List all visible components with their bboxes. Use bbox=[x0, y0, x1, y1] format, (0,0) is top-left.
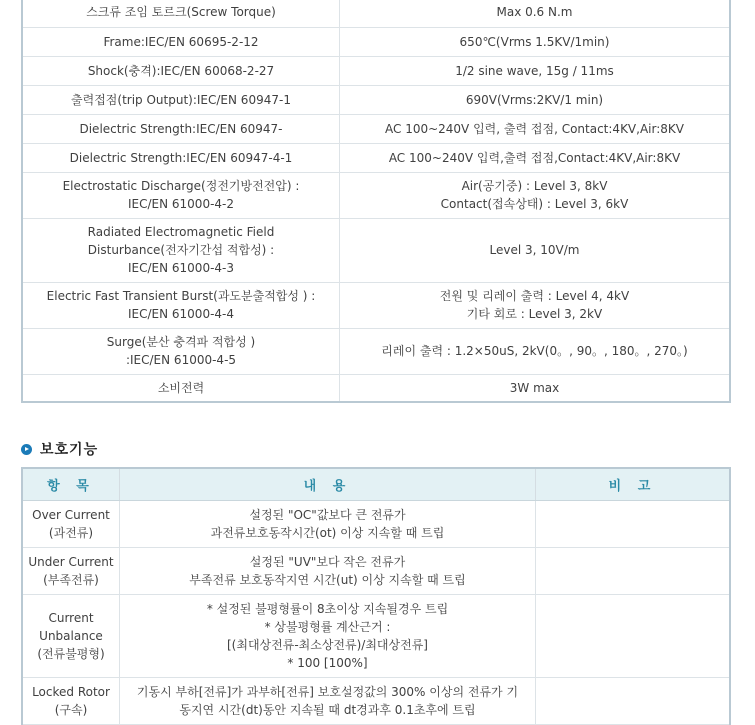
protection-note bbox=[536, 501, 730, 548]
protection-content bbox=[120, 678, 536, 725]
protection-content bbox=[120, 501, 536, 548]
protection-item-line: Locked Rotor bbox=[32, 685, 110, 699]
spec-table bbox=[23, 0, 729, 401]
spec-item bbox=[23, 27, 340, 56]
spec-item-line: 스크류 조임 토르크(Screw Torque) bbox=[86, 5, 276, 20]
spec-value-line: 690V(Vrms:2KV/1 min) bbox=[465, 92, 604, 107]
protection-note bbox=[536, 678, 730, 725]
protection-item bbox=[23, 678, 120, 725]
protection-item bbox=[23, 595, 120, 678]
spec-value-line: 1/2 sine wave, 15g / 11ms bbox=[455, 63, 614, 78]
protection-row bbox=[23, 595, 729, 678]
spec-item bbox=[23, 56, 340, 85]
spec-item-line: Surge(분산 충격파 적합성 ) bbox=[106, 335, 256, 349]
spec-value bbox=[340, 328, 730, 374]
spec-row bbox=[23, 56, 729, 85]
spec-item bbox=[23, 328, 340, 374]
protection-content-line: 부족전류 보호동작지연 시간(ut) 이상 지속할 때 트립 bbox=[189, 573, 466, 587]
spec-item bbox=[23, 218, 340, 282]
spec-row bbox=[23, 85, 729, 114]
protection-content-line: 과전류보호동작시간(ot) 이상 지속할 때 트립 bbox=[210, 526, 445, 540]
protection-item-line: (부족전류) bbox=[43, 573, 99, 587]
spec-item-line: 출력접점(trip Output):IEC/EN 60947-1 bbox=[71, 92, 291, 107]
spec-item-line: Dielectric Strength:IEC/EN 60947-4-1 bbox=[69, 150, 293, 165]
protection-item-line: Current bbox=[48, 611, 94, 625]
spec-item bbox=[23, 85, 340, 114]
spec-table-container bbox=[21, 0, 731, 403]
section-bullet-icon bbox=[21, 444, 32, 455]
protection-note bbox=[536, 548, 730, 595]
spec-row bbox=[23, 114, 729, 143]
protection-content bbox=[120, 548, 536, 595]
protection-item bbox=[23, 501, 120, 548]
protection-item-line: Unbalance bbox=[39, 629, 103, 643]
protection-table-container bbox=[21, 467, 731, 725]
spec-value bbox=[340, 218, 730, 282]
spec-value-line: 전원 및 리레이 출력 : Level 4, 4kV bbox=[439, 289, 630, 303]
section-title: 보호기능 bbox=[40, 442, 99, 458]
spec-row bbox=[23, 143, 729, 172]
spec-value bbox=[340, 282, 730, 328]
spec-item-line: IEC/EN 61000-4-4 bbox=[127, 307, 235, 321]
spec-row bbox=[23, 172, 729, 218]
protection-content bbox=[120, 595, 536, 678]
protection-note bbox=[536, 595, 730, 678]
spec-item-line: :IEC/EN 61000-4-5 bbox=[125, 353, 237, 367]
spec-item-line: IEC/EN 61000-4-2 bbox=[127, 197, 235, 211]
protection-item-line: Over Current bbox=[32, 508, 110, 522]
protection-content-line: 동지연 시간(dt)동안 지속될 때 dt경과후 0.1초후에 트립 bbox=[179, 703, 476, 717]
protection-item-line: Under Current bbox=[28, 555, 114, 569]
spec-row bbox=[23, 27, 729, 56]
spec-value-line: Air(공기중) : Level 3, 8kV bbox=[461, 179, 608, 193]
spec-row bbox=[23, 282, 729, 328]
header-note: 비 고 bbox=[536, 469, 730, 501]
protection-item-line: (전류불평형) bbox=[37, 647, 105, 661]
protection-table bbox=[23, 469, 729, 725]
protection-row bbox=[23, 548, 729, 595]
spec-item-line: Dielectric Strength:IEC/EN 60947- bbox=[79, 121, 283, 136]
protection-item bbox=[23, 548, 120, 595]
spec-value bbox=[340, 374, 730, 401]
spec-item bbox=[23, 0, 340, 27]
spec-value bbox=[340, 27, 730, 56]
spec-item-line: 소비전력 bbox=[157, 380, 205, 395]
spec-value-line: AC 100~240V 입력,출력 접점,Contact:4KV,Air:8KV bbox=[388, 150, 681, 165]
protection-item-line: (구속) bbox=[54, 703, 88, 717]
spec-item-line: Shock(충격):IEC/EN 60068-2-27 bbox=[87, 63, 275, 78]
spec-value-line: 650℃(Vrms 1.5KV/1min) bbox=[459, 34, 610, 49]
spec-value-line: Level 3, 10V/m bbox=[489, 243, 580, 257]
spec-value bbox=[340, 172, 730, 218]
protection-row bbox=[23, 501, 729, 548]
header-item: 항 목 bbox=[23, 469, 120, 501]
header-content: 내 용 bbox=[120, 469, 536, 501]
spec-row bbox=[23, 374, 729, 401]
protection-item-line: (과전류) bbox=[48, 526, 94, 540]
protection-content-line: * 100 [100%] bbox=[287, 656, 368, 670]
protection-content-line: 설정된 "OC"값보다 큰 전류가 bbox=[249, 508, 406, 522]
spec-value bbox=[340, 85, 730, 114]
spec-item bbox=[23, 282, 340, 328]
spec-item bbox=[23, 172, 340, 218]
protection-content-line: 기동시 부하[전류]가 과부하[전류] 보호설정값의 300% 이상의 전류가 기 bbox=[136, 685, 519, 699]
spec-item-line: Radiated Electromagnetic Field bbox=[87, 225, 275, 239]
spec-value-line: 3W max bbox=[509, 380, 560, 395]
spec-row bbox=[23, 328, 729, 374]
protection-content-line: * 설정된 불평형률이 8초이상 지속될경우 트립 bbox=[206, 602, 449, 616]
spec-item-line: IEC/EN 61000-4-3 bbox=[127, 261, 235, 275]
spec-item-line: Electrostatic Discharge(정전기방전전압) : bbox=[62, 179, 300, 193]
spec-item-line: Frame:IEC/EN 60695-2-12 bbox=[103, 34, 259, 49]
spec-value-line: Max 0.6 N.m bbox=[496, 5, 573, 20]
spec-value-line: Contact(접속상태) : Level 3, 6kV bbox=[440, 197, 629, 211]
spec-item bbox=[23, 374, 340, 401]
spec-value bbox=[340, 56, 730, 85]
section-header bbox=[21, 438, 98, 460]
spec-value bbox=[340, 0, 730, 27]
protection-content-line: * 상불평형률 계산근거 : bbox=[264, 620, 391, 634]
spec-value-line: 리레이 출력 : 1.2×50uS, 2kV(0。, 90。, 180。, 270。) bbox=[381, 344, 688, 358]
spec-value-line: 기타 회로 : Level 3, 2kV bbox=[466, 307, 603, 321]
protection-row bbox=[23, 678, 729, 725]
spec-item bbox=[23, 114, 340, 143]
protection-content-line: 설정된 "UV"보다 작은 전류가 bbox=[249, 555, 406, 569]
spec-value bbox=[340, 114, 730, 143]
spec-row bbox=[23, 218, 729, 282]
spec-item-line: Electric Fast Transient Burst(과도분출적합성 ) : bbox=[46, 289, 316, 303]
spec-item bbox=[23, 143, 340, 172]
protection-content-line: [(최대상전류-최소상전류)/최대상전류] bbox=[227, 638, 428, 652]
spec-value-line: AC 100~240V 입력, 출력 접점, Contact:4KV,Air:8KV bbox=[385, 121, 684, 136]
spec-value bbox=[340, 143, 730, 172]
spec-row bbox=[23, 0, 729, 27]
spec-item-line: Disturbance(전자기간섭 적합성) : bbox=[87, 243, 275, 257]
